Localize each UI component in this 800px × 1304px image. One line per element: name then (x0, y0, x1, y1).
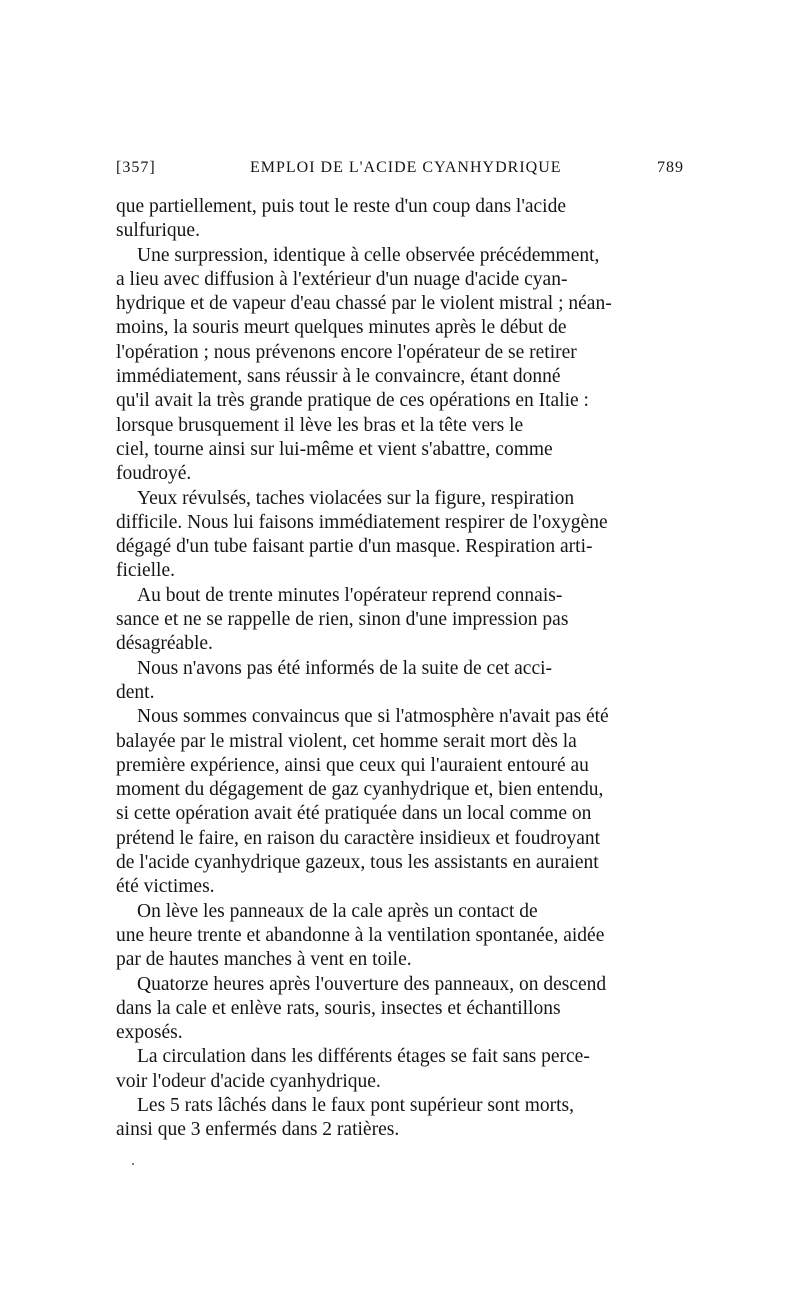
running-title: EMPLOI DE L'ACIDE CYANHYDRIQUE (250, 159, 562, 176)
page-number: 789 (657, 159, 684, 176)
paragraph: Nous sommes convaincus que si l'atmosphère n'avait pas été balayée par le mistral violent, cet homme serait mort dès la première expérience, ainsi que ceux qui l'auraient entouré au moment du dégagement de gaz cyanhydrique et, bien entendu, si cette opération avait été pratiquée dans un local comme on prétend le faire, en raison du caractère insidieux et foudroyant de l'acide cyanhydrique gazeux, tous les assistants en auraient été victimes. (116, 706, 609, 898)
body-text (116, 195, 684, 1143)
paragraph: Au bout de trente minutes l'opérateur reprend connais- sance et ne se rappelle de rien, sinon d'une impression pas désagréable. (116, 584, 569, 655)
running-head (116, 159, 684, 183)
paragraph: Yeux révulsés, taches violacées sur la figure, respiration difficile. Nous lui faisons immédiatement respirer de l'oxygène dégagé d'un tube faisant partie d'un masque. Respiration arti- ficielle. (116, 487, 608, 582)
paragraph: Nous n'avons pas été informés de la suite de cet acci- dent. (116, 657, 553, 703)
paragraph: Une surpression, identique à celle observée précédemment, a lieu avec diffusion à l'extérieur d'un nuage d'acide cyan- hydrique et de vapeur d'eau chassé par le violent mistral ; néan- moins, la souris meurt quelques minutes après le début de l'opération ; nous prévenons encore l'opérateur de se retirer immédiatement, sans réussir à le convaincre, étant donné qu'il avait la très grande pratique de ces opérations en Italie : lorsque brusquement il lève les bras et la tête vers le ciel, tourne ainsi sur lui-même et vient s'abattre, comme foudroyé. (116, 244, 612, 485)
paragraph: Les 5 rats lâchés dans le faux pont supérieur sont morts, ainsi que 3 enfermés dans 2 ratières. (116, 1094, 575, 1141)
paragraph-continued: que partiellement, puis tout le reste d'un coup dans l'acide sulfurique. (116, 196, 566, 242)
paragraph: La circulation dans les différents étages se fait sans perce- voir l'odeur d'acide cyanhydrique. (116, 1046, 590, 1092)
paragraph: Quatorze heures après l'ouverture des panneaux, on descend dans la cale et enlève rats, souris, insectes et échantillons exposés. (116, 973, 607, 1044)
scan-speck (132, 1163, 134, 1165)
paragraph: On lève les panneaux de la cale après un contact de une heure trente et abandonne à la ventilation spontanée, aidée par de hautes manches à vent en toile. (116, 900, 605, 971)
page-reference: [357] (116, 159, 156, 176)
